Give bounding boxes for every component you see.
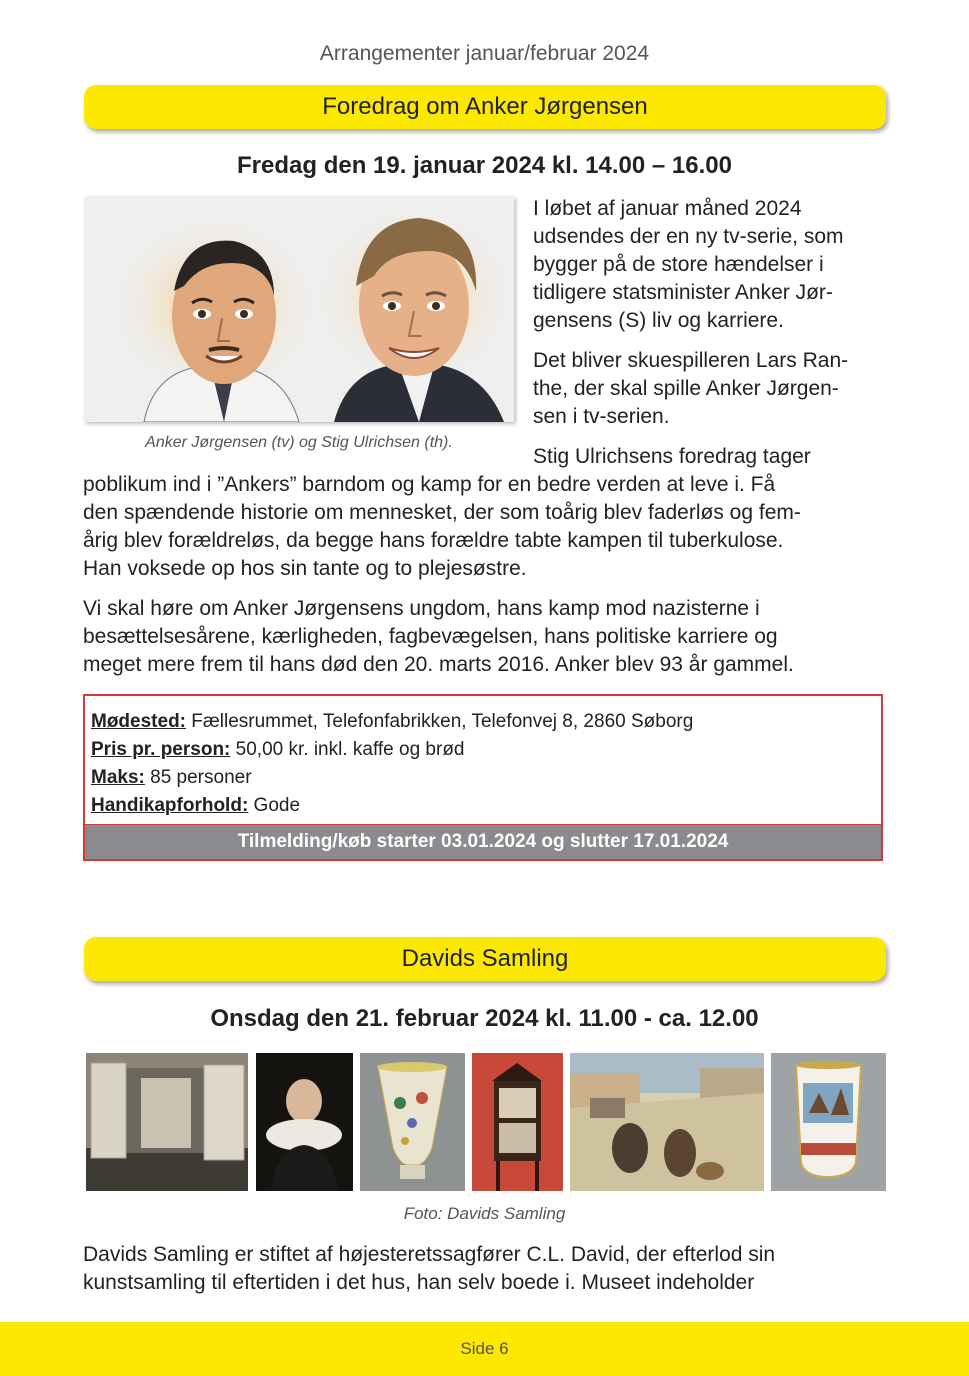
text-line: Han voksede op hos sin tante og to plejesøstre. bbox=[83, 557, 527, 580]
event2-banner bbox=[84, 937, 886, 981]
text-line: sen i tv-serien. bbox=[533, 405, 670, 428]
text-line: meget mere frem til hans død den 20. marts 2016. Anker blev 93 år gammel. bbox=[83, 653, 794, 676]
portrait-illustration bbox=[84, 196, 514, 422]
meeting-place-value: Fællesrummet, Telefonfabrikken, Telefonvej 8, 2860 Søborg bbox=[186, 711, 694, 732]
max-value: 85 personer bbox=[144, 767, 252, 788]
event1-paragraph-1 bbox=[533, 195, 893, 335]
photo-cabinet bbox=[472, 1053, 563, 1191]
text-line: the, der skal spille Anker Jørgen- bbox=[533, 377, 839, 400]
event2-banner-label: Davids Samling bbox=[401, 945, 569, 972]
event2-date: Onsdag den 21. februar 2024 kl. 11.00 - ca. 12.00 bbox=[210, 1005, 759, 1032]
photo-portrait-ruff bbox=[256, 1053, 353, 1191]
photo-porcelain-beaker bbox=[771, 1053, 886, 1191]
text-line: årig blev forældreløs, da begge hans forældre tabte kampen til tuberkulose. bbox=[83, 529, 784, 552]
portrait-caption: Anker Jørgensen (tv) og Stig Ulrichsen (th). bbox=[145, 434, 453, 451]
text-line: Davids Samling er stiftet af højesteretssagfører C.L. David, der efterlod sin bbox=[83, 1243, 776, 1266]
text-line: kunstsamling til eftertiden i det hus, han selv boede i. Museet indeholder bbox=[83, 1271, 755, 1294]
text-line: poblikum ind i ”Ankers” barndom og kamp for en bedre verden at leve i. Få bbox=[83, 473, 776, 496]
price-label: Pris pr. person: bbox=[91, 739, 231, 760]
text-line: bygger på de store hændelser i bbox=[533, 253, 824, 276]
photo-street-painting bbox=[570, 1053, 764, 1191]
photo-credit: Foto: Davids Samling bbox=[403, 1204, 566, 1223]
accessibility-value: Gode bbox=[248, 795, 301, 816]
text-line: Det bliver skuespilleren Lars Ran- bbox=[533, 349, 849, 372]
event1-date: Fredag den 19. januar 2024 kl. 14.00 – 16.00 bbox=[237, 152, 732, 179]
max-row bbox=[91, 767, 252, 789]
page-number: Side 6 bbox=[460, 1339, 509, 1358]
text-line: gensens (S) liv og karriere. bbox=[533, 309, 784, 332]
event2-description bbox=[83, 1241, 903, 1297]
max-label: Maks: bbox=[91, 767, 145, 788]
photo-vase bbox=[360, 1053, 465, 1191]
text-line: tidligere statsminister Anker Jør- bbox=[533, 281, 833, 304]
event1-paragraph-3-start: Stig Ulrichsens foredrag tager bbox=[533, 445, 811, 468]
text-line: Vi skal høre om Anker Jørgensens ungdom, hans kamp mod nazisterne i bbox=[83, 597, 760, 620]
event1-paragraph-4 bbox=[83, 595, 903, 679]
text-line: den spændende historie om mennesket, der som toårig blev faderløs og fem- bbox=[83, 501, 801, 524]
accessibility-label: Handikapforhold: bbox=[91, 795, 249, 816]
text-line: udsendes der en ny tv-serie, som bbox=[533, 225, 844, 248]
accessibility-row bbox=[91, 795, 300, 817]
page-footer bbox=[0, 1322, 969, 1376]
page-header-title: Arrangementer januar/februar 2024 bbox=[319, 42, 650, 65]
meeting-place-row bbox=[91, 711, 693, 733]
photo-interior-doors bbox=[86, 1053, 248, 1191]
meeting-place-label: Mødested: bbox=[91, 711, 186, 732]
price-row bbox=[91, 739, 465, 761]
event1-banner bbox=[84, 85, 886, 129]
event1-paragraph-3 bbox=[83, 471, 903, 583]
event1-banner-label: Foredrag om Anker Jørgensen bbox=[322, 93, 648, 120]
text-line: I løbet af januar måned 2024 bbox=[533, 197, 802, 220]
event1-paragraph-2 bbox=[533, 347, 893, 431]
text-line: besættelsesårene, kærligheden, fagbevægelsen, hans politiske karriere og bbox=[83, 625, 778, 648]
event-info-box bbox=[83, 694, 883, 861]
registration-bar: Tilmelding/køb starter 03.01.2024 og slutter 17.01.2024 bbox=[85, 824, 881, 859]
portraits-image bbox=[84, 196, 514, 422]
price-value: 50,00 kr. inkl. kaffe og brød bbox=[230, 739, 465, 760]
